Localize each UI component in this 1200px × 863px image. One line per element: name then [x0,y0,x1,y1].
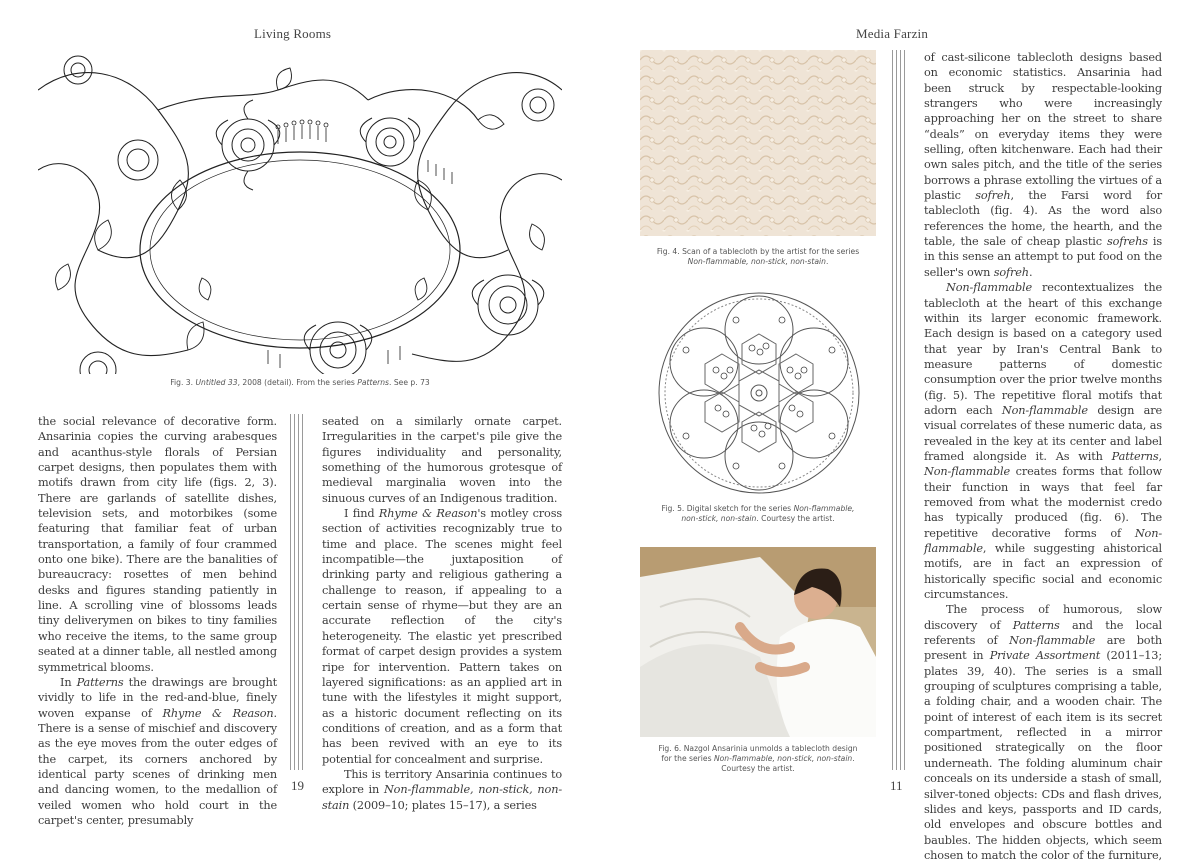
left-text-column-1 [38,414,277,828]
right-text-column [924,50,1162,863]
figure-6-caption: Fig. 6. Nazgol Ansarinia unmolds a tablecloth design for the series Non-flammable, non-stick, non-stain. Courtesy the artist. [658,744,858,773]
right-page [600,0,1200,862]
running-head-left: Living Rooms [254,26,332,41]
column-divider-rules [290,414,303,770]
figure-3-arabesque-drawing [38,50,562,374]
figure-3-caption: Fig. 3. Untitled 33, 2008 (detail). From the series Patterns. See p. 73 [170,378,430,387]
flower-rosette [216,100,280,190]
paragraph: In Patterns the drawings are brought vividly to life in the red-and-blue, finely woven expanse of Rhyme & Reason. There is a sense of mischief and discovery as the eye moves from the outer edges of the carpet, its corners anchored by identical party scenes of drinking men and dancing women, to the medallion of veiled women who hold court in the carpet's center, presumably [38,675,277,827]
figure-4-lace-tablecloth [640,50,876,236]
figure-6-artist-photo [640,547,876,737]
paragraph: the social relevance of decorative form. Ansarinia copies the curving arabesques and acanthus-style florals of Persian carpet designs, then populates them with motifs drawn from city life (figs. 2, 3). There are garlands of satellite dishes, television sets, and motorbikes (some featuring that familiar feat of urban transportation, a family of four crammed onto one bike). There are the banalities of bureaucracy: rosettes of men behind desks and figures standing patiently in line. A scrolling vine of blossoms leads tiny deliverymen on bikes to tiny families who receive the items, to the same group seated at a dinner table, all nestled among symmetrical blooms. [38,415,277,674]
paragraph: seated on a similarly ornate carpet. Irregularities in the carpet's pile give the figures individuality and personality, something of the humorous grotesque of medieval marginalia woven into the sinuous curves of an Indigenous tradition. [322,415,562,505]
figure-5-round-sketch [656,290,862,496]
running-head-right: Media Farzin [856,26,929,41]
left-text-column-2 [322,414,562,813]
left-page [0,0,600,827]
paragraph: Non-flammable recontextualizes the tablecloth at the heart of this exchange within its larger economic framework. Each design is based on a category used that year by Iran's Central Bank to measure patterns of domestic consumption over the prior twelve months (fig. 5). The repetitive floral motifs that adorn each Non-flammable design are visual correlates of these numeric data, as revealed in the key at its center and label framed alongside it. As with Patterns, Non-flammable creates forms that follow their function in ways that feel far removed from what the modernist credo has typically produced (fig. 6). The repetitive decorative forms of Non-flammable, while suggesting ahistorical motifs, are in fact an expression of historically specific social and economic circumstances. [924,281,1162,602]
column-divider-rules [892,50,905,770]
paragraph: The process of humorous, slow discovery of Patterns and the local referents of Non-flammable are both present in Private Assortment (2011–13; plates 39, 40). The series is a small grouping of sculptures comprising a table, a folding chair, and a wooden chair. The point of interest of each item is its secret compartment, reflected in a mirror positioned strategically on the floor underneath. The folding aluminum chair conceals on its underside a stash of small, silver-toned objects: CDs and flash drives, slides and keys, passports and ID cards, old envelopes and obscure bottles and baubles. The hidden objects, which seem chosen to match the color of the furniture, [924,603,1162,862]
figure-4-caption: Fig. 4. Scan of a tablecloth by the artist for the series Non-flammable, non-stick, non-stain. [656,247,860,266]
paragraph: of cast-silicone tablecloth designs based on economic statistics. Ansarinia had been struck by respectable-looking strangers who were increasingly approaching her on the street to share “deals” on everyday items they were selling, often kitchenware. Each had their own sales pitch, and the title of the series borrows a phrase extolling the virtues of a plastic sofreh, the Farsi word for tablecloth (fig. 4). As the word also references the home, the hearth, and the table, the sale of cheap plastic sofrehs is in this sense an attempt to put food on the seller's own sofreh. [924,51,1163,279]
paragraph: This is territory Ansarinia continues to explore in Non-flammable, non-stick, non-stain (2009–10; plates 15–17), a series [322,767,562,812]
page-number-right: 11 [890,778,903,793]
figure-5-caption: Fig. 5. Digital sketch for the series Non-flammable, non-stick, non-stain. Courtesy the artist. [661,504,855,523]
page-number-left: 19 [291,778,304,793]
paragraph: I find Rhyme & Reason's motley cross section of activities recognizably true to time and place. The scenes might feel incompatible—the juxtaposition of drinking party and religious gathering a challenge to reason, if appealing to a certain sense of rhyme—but they are an accurate reflection of the city's heterogeneity. The elastic yet prescribed format of carpet design provides a system ripe for intervention. Pattern takes on layered significations: as an applied art in tune with the lifestyles it might support, as a historic document reflecting on its conditions of creation, and as a form that has been revived with an eye to its potential for concealment and surprise. [322,507,562,766]
